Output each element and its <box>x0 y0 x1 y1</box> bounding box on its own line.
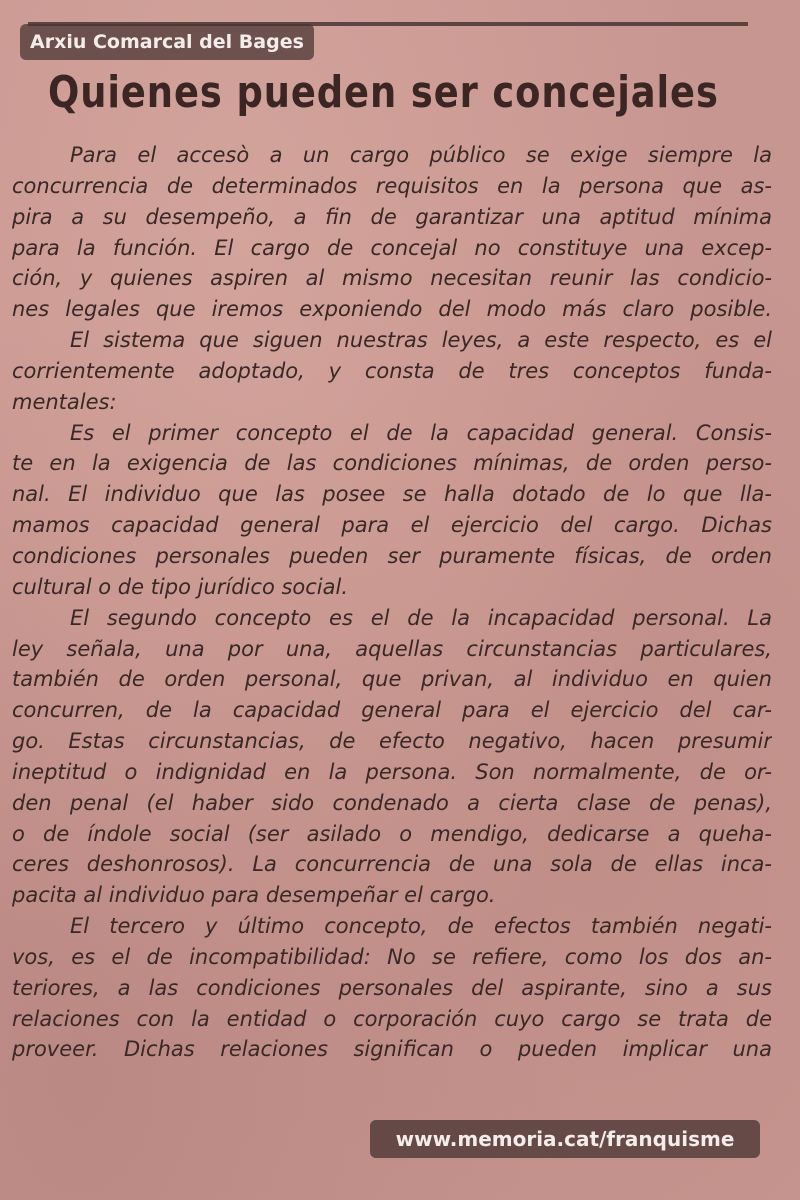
text-line: El segundo concepto es el de la incapacidad personal. La <box>70 605 772 630</box>
text-line: para la función. El cargo de concejal no constituye una excep- <box>12 235 772 260</box>
text-line: go. Estas circunstancias, de efecto negativo, hacen presumir <box>12 729 772 754</box>
text-line: nal. El individuo que las posee se halla dotado de lo que lla- <box>12 482 772 507</box>
text-line: concurrencia de determinados requisitos en la persona que as- <box>12 173 772 198</box>
text-line: mentales: <box>12 389 117 414</box>
text-line: condiciones personales pueden ser puramente físicas, de orden <box>12 543 772 568</box>
text-line: concurren, de la capacidad general para el ejercicio del car- <box>12 698 772 723</box>
text-line: ción, y quienes aspiren al mismo necesitan reunir las condicio- <box>12 266 772 291</box>
text-line: te en la exigencia de las condiciones mínimas, de orden perso- <box>12 451 772 476</box>
text-line: también de orden personal, que privan, al individuo en quien <box>12 667 772 692</box>
text-line: El tercero y último concepto, de efectos también negati- <box>70 914 772 939</box>
text-line: pira a su desempeño, a fin de garantizar una aptitud mínima <box>12 204 772 229</box>
text-line: cultural o de tipo jurídico social. <box>12 574 349 599</box>
text-line: ineptitud o indignidad en la persona. Son normalmente, de or- <box>12 759 772 784</box>
text-line: proveer. Dichas relaciones significan o pueden implicar una <box>12 1037 772 1062</box>
archive-watermark-text: Arxiu Comarcal del Bages <box>30 31 304 53</box>
website-watermark <box>370 1120 760 1158</box>
text-line: teriores, a las condiciones personales del aspirante, sino a sus <box>12 975 772 1000</box>
text-line: ley señala, una por una, aquellas circunstancias particulares, <box>12 636 772 661</box>
text-line: den penal (el haber sido condenado a cierta clase de penas), <box>12 790 772 815</box>
text-line: corrientemente adoptado, y consta de tres conceptos funda- <box>12 358 772 383</box>
website-watermark-text: www.memoria.cat/franquisme <box>395 1127 735 1151</box>
text-line: Para el accesò a un cargo público se exige siempre la <box>70 143 772 167</box>
text-line: mamos capacidad general para el ejercicio del cargo. Dichas <box>12 513 772 538</box>
text-line: ceres deshonrosos). La concurrencia de una sola de ellas inca- <box>12 852 772 877</box>
text-line: El sistema que siguen nuestras leyes, a este respecto, es el <box>70 328 772 353</box>
text-line: vos, es el de incompatibilidad: No se refiere, como los dos an- <box>12 944 772 969</box>
article-headline: Quienes pueden ser concejales <box>48 67 719 118</box>
text-line: relaciones con la entidad o corporación cuyo cargo se trata de <box>12 1006 772 1031</box>
text-line: pacita al individuo para desempeñar el cargo. <box>12 883 496 908</box>
text-line: nes legales que iremos exponiendo del modo más claro posible. <box>12 297 772 322</box>
article-body <box>12 140 772 1065</box>
archive-watermark <box>20 24 314 60</box>
text-line: o de índole social (ser asilado o mendigo, dedicarse a queha- <box>12 821 772 846</box>
text-line: Es el primer concepto el de la capacidad general. Consis- <box>70 420 772 445</box>
